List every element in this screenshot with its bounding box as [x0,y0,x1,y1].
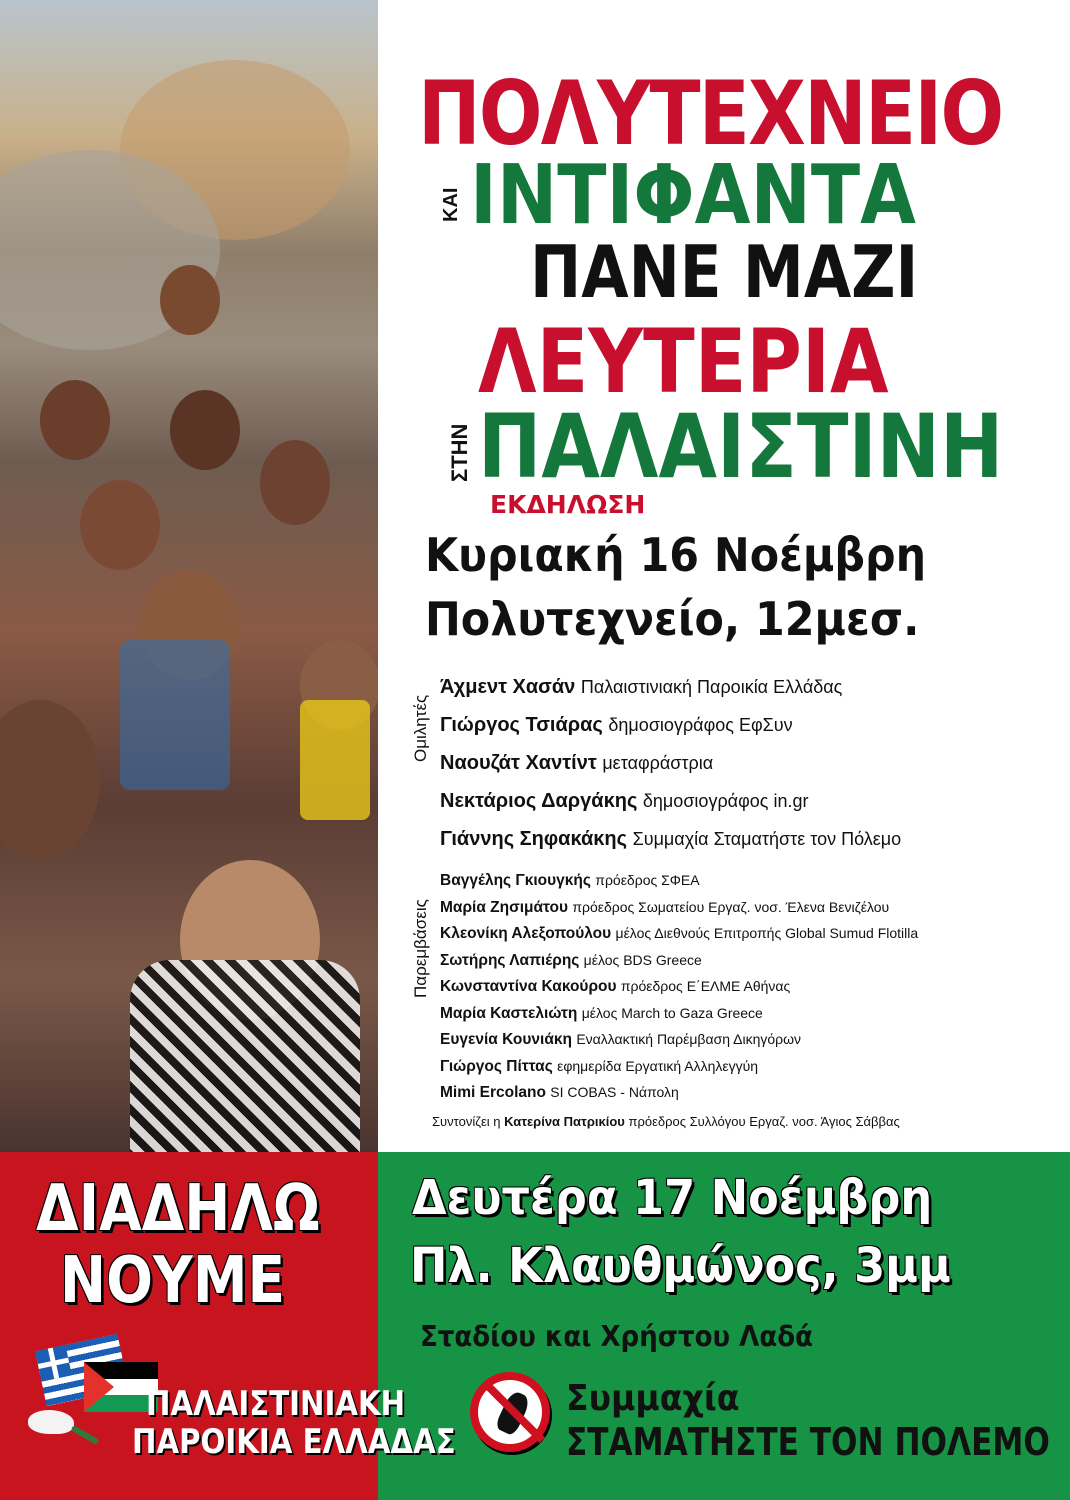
intervention-role: SI COBAS - Νάπολη [550,1084,679,1100]
speaker-row [440,790,808,813]
speaker-role: δημοσιογράφος in.gr [642,791,809,811]
intervention-role: Εναλλακτική Παρέμβαση Δικηγόρων [576,1031,802,1047]
speaker-row [440,676,842,699]
speaker-role: Συμμαχία Σταματήστε τον Πόλεμο [632,829,902,849]
org1-line-2: ΠΑΡΟΙΚΙΑ ΕΛΛΑΔΑΣ [132,1422,456,1462]
speakers-heading: Ομιλητές [411,694,430,762]
event-label: ΕΚΔΗΛΩΣΗ [490,490,646,519]
org2-line-2: ΣΤΑΜΑΤΗΣΤΕ ΤΟΝ ΠΟΛΕΜΟ [566,1420,1050,1464]
speaker-role: δημοσιογράφος ΕφΣυν [608,715,793,735]
intervention-row [440,952,702,970]
speaker-name: Νεκτάριος Δαργάκης [440,790,638,812]
coordinator-line [432,1114,900,1129]
title-kai: ΚΑΙ [440,187,462,222]
intervention-role: πρόεδρος Σωματείου Εργαζ. νοσ. Έλενα Βενιζέλου [572,898,890,915]
speaker-row [440,714,793,737]
intervention-row [440,1005,763,1023]
intervention-role: πρόεδρος ΣΦΕΑ [595,872,700,888]
speaker-row [440,828,901,851]
intervention-name: Μαρία Καστελιώτη [440,1004,578,1022]
speaker-name: Γιώργος Τσιάρας [440,714,603,736]
intervention-role: πρόεδρος Ε΄ΕΛΜΕ Αθήνας [620,978,791,994]
title-line-3: ΠΑΝΕ ΜΑΖΙ [530,230,919,314]
title-line-4: ΛΕΥΤΕΡΙΑ [478,310,889,413]
event-place: Πολυτεχνείο, 12μεσ. [425,592,920,646]
march-date: Δευτέρα 17 Νοέμβρη [412,1170,933,1226]
intervention-name: Κλεονίκη Αλεξοπούλου [440,925,612,942]
coordinator-prefix: Συντονίζει η [432,1114,501,1129]
children-photo [0,0,378,1152]
coordinator-role: πρόεδρος Συλλόγου Εργαζ. νοσ. Άγιος Σάββας [628,1114,900,1129]
march-place: Πλ. Κλαυθμώνος, 3μμ [410,1238,951,1294]
intervention-row [440,1031,801,1049]
title-line-2: ΙΝΤΙΦΑΝΤΑ [470,148,916,243]
dove-icon [28,1410,74,1434]
stop-war-icon [470,1372,550,1452]
intervention-role: εφημερίδα Εργατική Αλληλεγγύη [557,1057,759,1074]
title-line-1: ΠΟΛΥΤΕΧΝΕΙΟ [418,62,1003,165]
intervention-role: μέλος BDS Greece [583,951,702,968]
intervention-name: Mimi Ercolano [440,1084,546,1101]
speaker-role: Παλαιστινιακή Παροικία Ελλάδας [580,677,843,697]
march-call-2: ΝΟΥΜΕ [60,1244,286,1318]
intervention-name: Ευγενία Κουνιάκη [440,1031,572,1048]
org2-line-1: Συμμαχία [566,1378,740,1419]
intervention-row [440,1058,758,1076]
intervention-name: Σωτήρης Λαπιέρης [440,951,580,969]
speaker-name: Ναουζάτ Χαντίντ [440,752,597,774]
intervention-row [440,925,918,943]
org1-line-1: ΠΑΛΑΙΣΤΙΝΙΑΚΗ [146,1384,406,1424]
intervention-row [440,899,889,917]
coordinator-name: Κατερίνα Πατρικίου [504,1114,625,1129]
title-stin: ΣΤΗΝ [447,423,472,482]
intervention-name: Γιώργος Πίττας [440,1057,553,1075]
event-date: Κυριακή 16 Νοέμβρη [425,528,927,582]
speaker-name: Γιάννης Σηφακάκης [440,828,628,850]
interventions-heading: Παρεμβάσεις [411,899,430,998]
intervention-name: Κωνσταντίνα Κακούρου [440,978,617,995]
speaker-name: Άχμεντ Χασάν [440,676,576,698]
intervention-name: Βαγγέλης Γκιουγκής [440,872,591,889]
intervention-role: μέλος Διεθνούς Επιτροπής Global Sumud Flotilla [615,925,919,941]
speaker-role: μεταφράστρια [602,753,714,773]
speaker-row [440,752,713,775]
march-call-1: ΔΙΑΔΗΛΩ [36,1172,320,1246]
intervention-row [440,872,700,890]
intervention-name: Μαρία Ζησιμάτου [440,898,569,916]
intervention-role: μέλος March to Gaza Greece [581,1004,763,1021]
intervention-row [440,978,790,996]
title-line-5: ΠΑΛΑΙΣΤΙΝΗ [478,395,1004,498]
intervention-row [440,1084,679,1102]
march-street: Σταδίου και Χρήστου Λαδά [420,1320,813,1353]
